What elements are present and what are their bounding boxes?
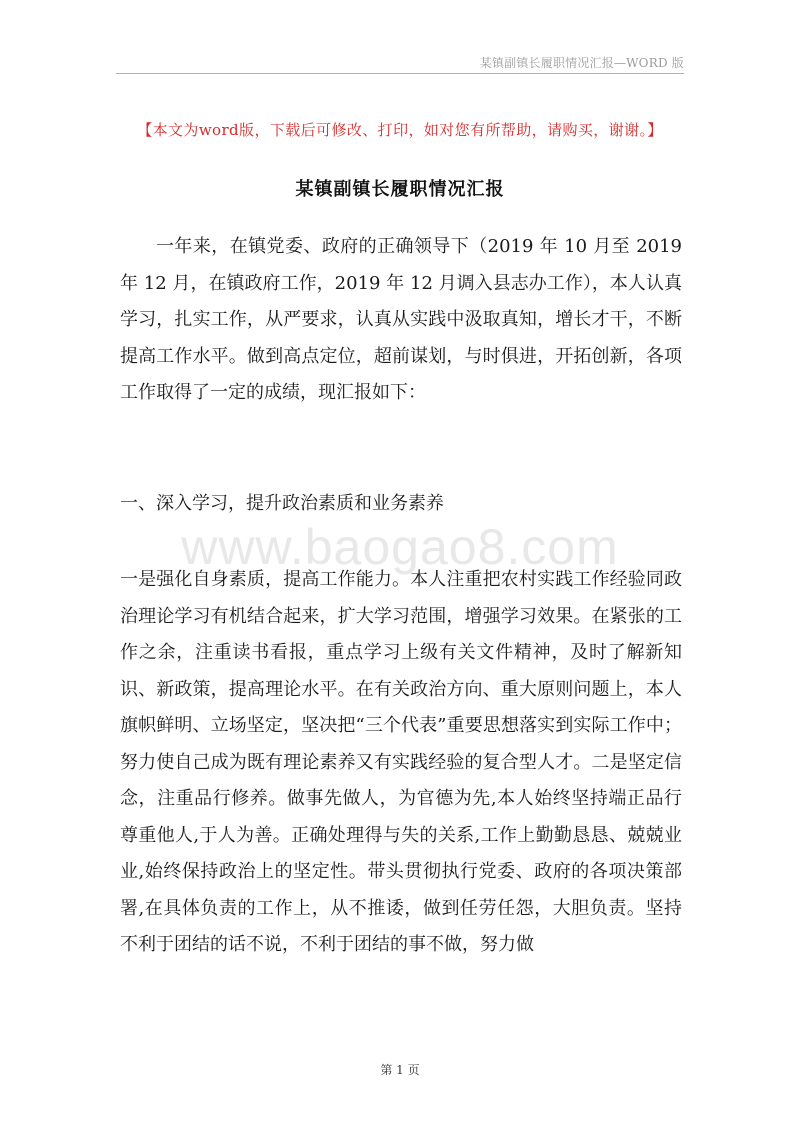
header-divider xyxy=(116,73,684,74)
body-paragraph: 一是强化自身素质，提高工作能力。本人注重把农村实践工作经验同政治理论学习有机结合起来，扩大学习范围，增强学习效果。在紧张的工作之余，注重读书看报，重点学习上级有关文件精神，及时了解新知识、新政策，提高理论水平。在有关政治方向、重大原则问题上，本人旗帜鲜明、立场坚定，坚决把“三个代表”重要思想落实到实际工作中；努力使自己成为既有理论素养又有实践经验的复合型人才。二是坚定信念，注重品行修养。做事先做人，为官德为先,本人始终坚持端正品行尊重他人,于人为善。正确处理得与失的关系,工作上勤勤恳恳、兢兢业业,始终保持政治上的坚定性。带头贯彻执行党委、政府的各项决策部署,在具体负责的工作上，从不推诿，做到任劳任怨，大胆负责。坚持不利于团结的话不说，不利于团结的事不做，努力做 xyxy=(120,569,682,955)
page-number: 第 1 页 xyxy=(380,1063,420,1077)
purchase-notice: 【本文为word版，下载后可修改、打印，如对您有所帮助，请购买，谢谢。】 xyxy=(137,121,663,139)
section-heading: 一、深入学习，提升政治素质和业务素养 xyxy=(120,493,444,514)
document-title: 某镇副镇长履职情况汇报 xyxy=(295,179,505,200)
running-header: 某镇副镇长履职情况汇报—WORD 版 xyxy=(479,56,684,70)
intro-paragraph: 一年来，在镇党委、政府的正确领导下（2019 年 10 月至 2019 年 12 月，在镇政府工作，2019 年 12 月调入县志办工作），本人认真学习，扎实工作，从严要求，认真从实践中汲取真知，增长才干，不断提高工作水平。做到高点定位，超前谋划，与时俱进，开拓创新，各项工作取得了一定的成绩，现汇报如下： xyxy=(120,236,682,403)
watermark: www.baogao8.com xyxy=(181,519,619,575)
